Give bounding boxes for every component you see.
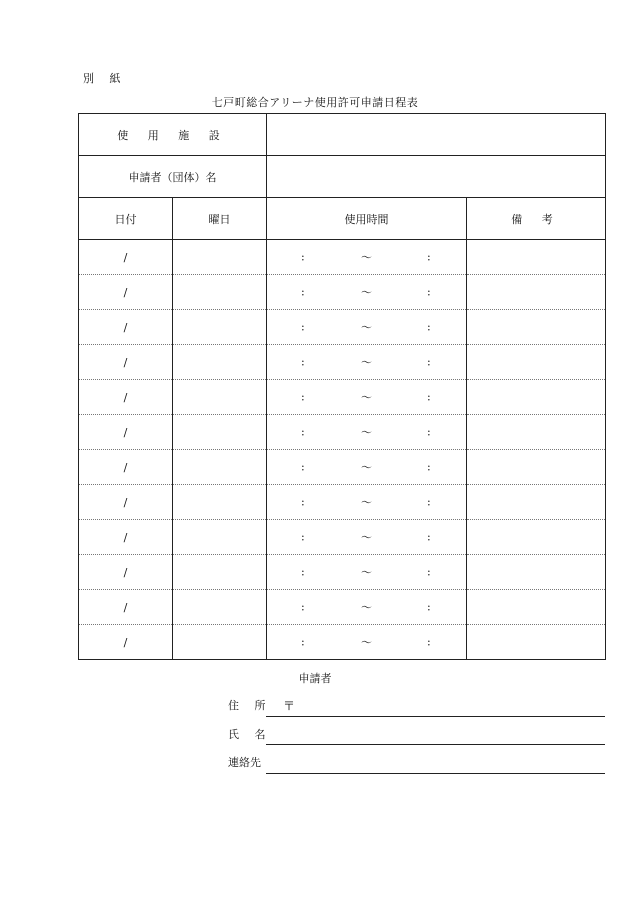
date-cell[interactable]: /: [79, 590, 173, 625]
table-row: [79, 310, 606, 345]
notes-cell[interactable]: [467, 415, 606, 450]
applicant-heading: 申請者: [298, 672, 332, 685]
end-time-colon: :: [427, 565, 431, 579]
table-row: [79, 520, 606, 555]
time-cell[interactable]: [267, 485, 467, 520]
notes-cell[interactable]: [467, 275, 606, 310]
date-cell[interactable]: /: [79, 625, 173, 660]
contact-field[interactable]: [266, 773, 605, 774]
end-time-colon: :: [427, 285, 431, 299]
weekday-cell[interactable]: [173, 240, 267, 275]
time-cell[interactable]: [267, 520, 467, 555]
date-cell[interactable]: /: [79, 240, 173, 275]
time-range-separator: 〜: [361, 601, 372, 614]
time-cell[interactable]: [267, 415, 467, 450]
weekday-cell[interactable]: [173, 485, 267, 520]
start-time-colon: :: [301, 425, 305, 439]
table-row: [79, 625, 606, 660]
weekday-cell[interactable]: [173, 520, 267, 555]
facility-field[interactable]: [267, 114, 606, 156]
table-row: [79, 450, 606, 485]
time-range-separator: 〜: [361, 636, 372, 649]
column-header-notes: 備 考: [467, 198, 606, 240]
time-cell[interactable]: [267, 310, 467, 345]
start-time-colon: :: [301, 565, 305, 579]
document-title: 七戸町総合アリーナ使用許可申請日程表: [211, 96, 419, 109]
table-row: [79, 275, 606, 310]
weekday-cell[interactable]: [173, 345, 267, 380]
name-label: 氏 名: [228, 728, 272, 741]
date-cell[interactable]: /: [79, 310, 173, 345]
time-cell[interactable]: [267, 380, 467, 415]
column-header-row: [79, 198, 606, 240]
applicant-group-label: 申請者（団体）名: [79, 156, 267, 198]
table-row: [79, 590, 606, 625]
notes-cell[interactable]: [467, 555, 606, 590]
time-cell[interactable]: [267, 555, 467, 590]
weekday-cell[interactable]: [173, 590, 267, 625]
notes-cell[interactable]: [467, 310, 606, 345]
notes-cell[interactable]: [467, 240, 606, 275]
start-time-colon: :: [301, 355, 305, 369]
weekday-cell[interactable]: [173, 555, 267, 590]
notes-cell[interactable]: [467, 345, 606, 380]
name-field[interactable]: [266, 744, 605, 745]
time-range-separator: 〜: [361, 286, 372, 299]
time-range-separator: 〜: [361, 251, 372, 264]
schedule-table: [78, 113, 606, 660]
notes-cell[interactable]: [467, 450, 606, 485]
time-range-separator: 〜: [361, 461, 372, 474]
end-time-colon: :: [427, 355, 431, 369]
end-time-colon: :: [427, 390, 431, 404]
table-row: [79, 240, 606, 275]
column-header-time: 使用時間: [267, 198, 467, 240]
column-header-date: 日付: [79, 198, 173, 240]
start-time-colon: :: [301, 530, 305, 544]
time-range-separator: 〜: [361, 531, 372, 544]
start-time-colon: :: [301, 320, 305, 334]
table-row: [79, 555, 606, 590]
address-label: 住 所: [228, 699, 272, 712]
notes-cell[interactable]: [467, 485, 606, 520]
start-time-colon: :: [301, 495, 305, 509]
date-cell[interactable]: /: [79, 485, 173, 520]
applicant-group-row: [79, 156, 606, 198]
end-time-colon: :: [427, 495, 431, 509]
date-cell[interactable]: /: [79, 345, 173, 380]
time-range-separator: 〜: [361, 391, 372, 404]
time-cell[interactable]: [267, 450, 467, 485]
weekday-cell[interactable]: [173, 310, 267, 345]
time-cell[interactable]: [267, 590, 467, 625]
table-row: [79, 380, 606, 415]
time-range-separator: 〜: [361, 496, 372, 509]
time-range-separator: 〜: [361, 426, 372, 439]
start-time-colon: :: [301, 390, 305, 404]
table-row: [79, 345, 606, 380]
weekday-cell[interactable]: [173, 625, 267, 660]
end-time-colon: :: [427, 530, 431, 544]
weekday-cell[interactable]: [173, 415, 267, 450]
time-cell[interactable]: [267, 625, 467, 660]
notes-cell[interactable]: [467, 625, 606, 660]
weekday-cell[interactable]: [173, 275, 267, 310]
start-time-colon: :: [301, 635, 305, 649]
time-cell[interactable]: [267, 275, 467, 310]
notes-cell[interactable]: [467, 590, 606, 625]
date-cell[interactable]: /: [79, 555, 173, 590]
address-field[interactable]: [266, 716, 605, 717]
start-time-colon: :: [301, 285, 305, 299]
end-time-colon: :: [427, 250, 431, 264]
table-row: [79, 415, 606, 450]
time-cell[interactable]: [267, 345, 467, 380]
date-cell[interactable]: /: [79, 275, 173, 310]
end-time-colon: :: [427, 635, 431, 649]
weekday-cell[interactable]: [173, 450, 267, 485]
end-time-colon: :: [427, 320, 431, 334]
date-cell[interactable]: /: [79, 380, 173, 415]
facility-row: [79, 114, 606, 156]
facility-label: 使 用 施 設: [79, 114, 267, 156]
notes-cell[interactable]: [467, 520, 606, 555]
date-cell[interactable]: /: [79, 450, 173, 485]
notes-cell[interactable]: [467, 380, 606, 415]
annex-label: 別 紙: [83, 72, 127, 85]
table-row: [79, 485, 606, 520]
postal-mark: 〒: [283, 699, 296, 713]
column-header-weekday: 曜日: [173, 198, 267, 240]
date-cell[interactable]: /: [79, 415, 173, 450]
applicant-group-field[interactable]: [267, 156, 606, 198]
start-time-colon: :: [301, 600, 305, 614]
end-time-colon: :: [427, 600, 431, 614]
time-range-separator: 〜: [361, 566, 372, 579]
date-cell[interactable]: /: [79, 520, 173, 555]
end-time-colon: :: [427, 460, 431, 474]
start-time-colon: :: [301, 250, 305, 264]
weekday-cell[interactable]: [173, 380, 267, 415]
time-range-separator: 〜: [361, 356, 372, 369]
start-time-colon: :: [301, 460, 305, 474]
time-cell[interactable]: [267, 240, 467, 275]
end-time-colon: :: [427, 425, 431, 439]
time-range-separator: 〜: [361, 321, 372, 334]
contact-label: 連絡先: [228, 756, 261, 769]
